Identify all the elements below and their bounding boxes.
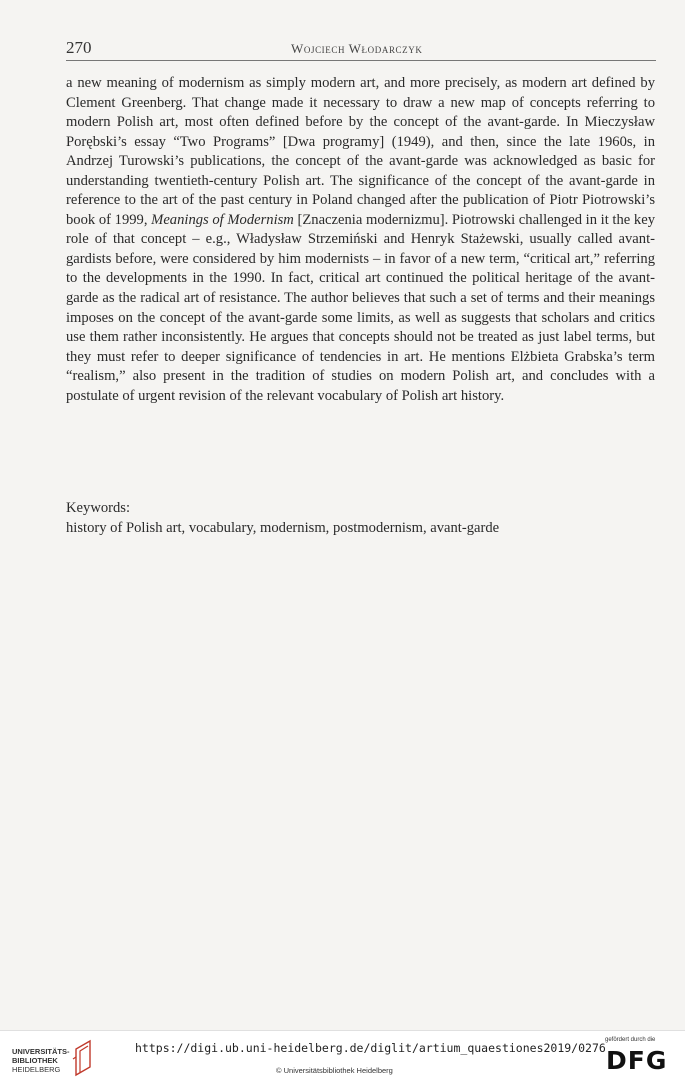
digitization-footer xyxy=(0,1030,685,1083)
author-name: Wojciech Włodarczyk xyxy=(291,41,423,56)
permalink-url[interactable]: https://digi.ub.uni-heidelberg.de/diglit/artium_quaestiones2019/0276 xyxy=(135,1041,606,1055)
abstract-paragraph xyxy=(66,74,655,406)
paragraph-part-1: a new meaning of modernism as simply modern art, and more precisely, as modern art defined by Clement Greenberg. That change made it necessary to draw a new map of concepts referring to modern Polish art, most often defined before by the concept of the avant-garde. In Mieczysław Porębski’s essay “Two Programs” [Dwa programy] (1949), and then, since the late 1960s, in Andrzej Turowski’s publications, the concept of the avant-garde was acknowledged as basic for understanding twentieth-century Polish art. The significance of the concept of the avant-garde in reference to the art of the past century in Poland changed after the publication of Piotr Piotrowski’s book of 1999, xyxy=(66,75,655,228)
abstract-body xyxy=(66,74,655,406)
dfg-funding-logo[interactable] xyxy=(600,1037,678,1079)
university-library-logo[interactable] xyxy=(12,1039,102,1079)
page-number: 270 xyxy=(66,38,92,57)
dfg-logo-text: DFG xyxy=(606,1046,668,1075)
keywords-label: Keywords: xyxy=(66,500,131,516)
copyright-notice: © Universitätsbibliothek Heidelberg xyxy=(276,1066,393,1075)
keywords-list: history of Polish art, vocabulary, modernism, postmodernism, avant-garde xyxy=(66,520,500,536)
funding-caption: gefördert durch die xyxy=(605,1037,656,1043)
book-title: Meanings of Modernism xyxy=(151,211,294,228)
library-name-line3: HEIDELBERG xyxy=(12,1065,61,1074)
paragraph-part-2: [Znaczenia modernizmu]. Piotrowski challenged in it the key role of that concept – e.g., Władysław Strzemiński and Henryk Stażewski, usually called avant-gardists before, were considered by him modernists – in favor of a new term, “critical art,” referring to the developments in the 1990. In fact, critical art continued the political heritage of the avant-garde as the radical art of resistance. The author believes that such a set of terms and their meanings imposes on the concept of the avant-garde some limits, as well as suggests that scholars and critics use them rather inconsistently. He argues that concepts should not be treated as just label terms, but they must refer to deeper significance of tendencies in art. He mentions Elżbieta Grabska’s term “realism,” also present in the tradition of studies on modern Polish art, and concludes with a postulate of urgent revision of the relevant vocabulary of Polish art history. xyxy=(66,211,655,404)
library-name-line1: UNIVERSITÄTS- xyxy=(12,1047,70,1056)
library-name-line2: BIBLIOTHEK xyxy=(12,1056,58,1065)
library-emblem-icon xyxy=(72,1039,94,1077)
running-head xyxy=(66,38,656,61)
